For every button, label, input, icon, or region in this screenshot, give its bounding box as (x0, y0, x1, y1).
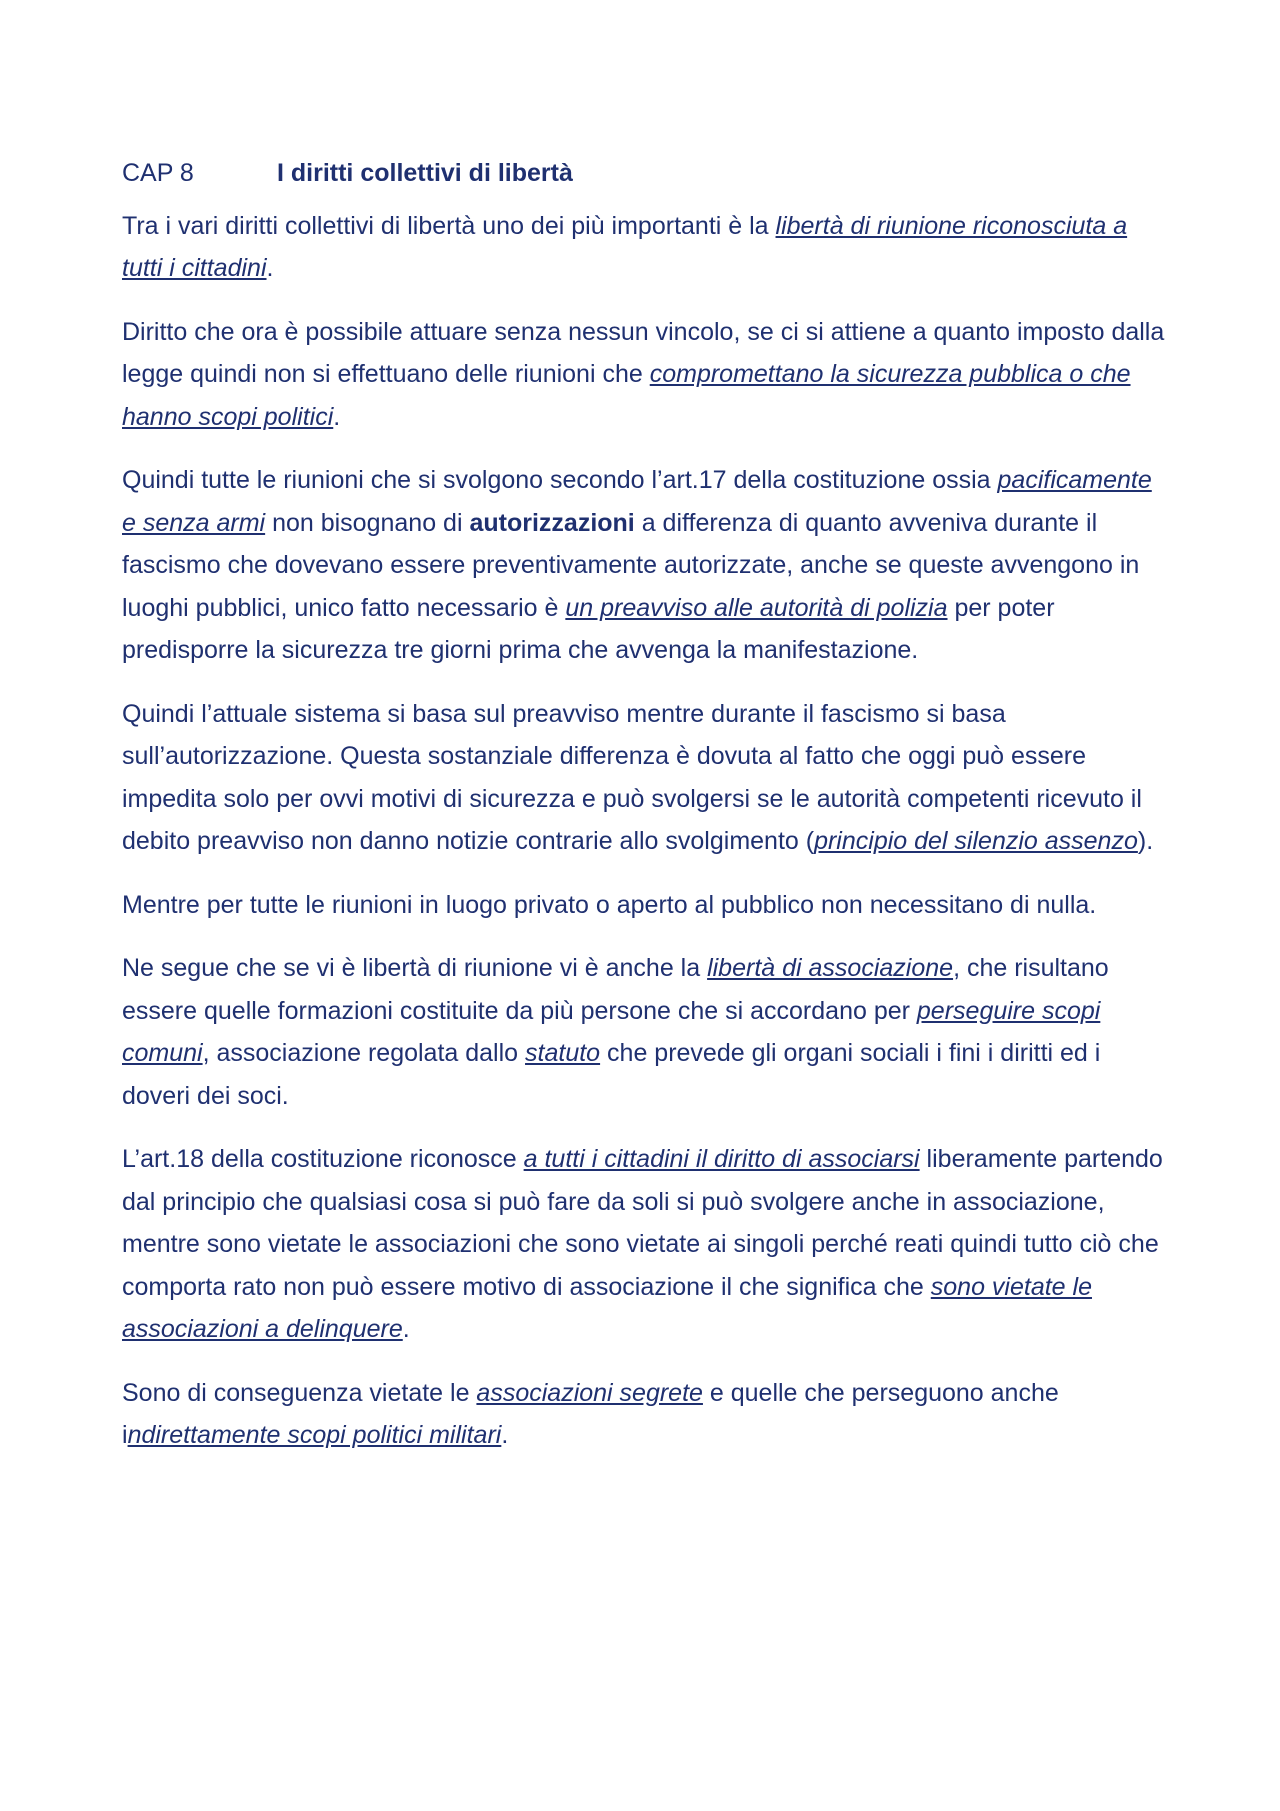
text-run: . (402, 1315, 410, 1343)
paragraph (122, 1138, 1172, 1351)
paragraph (122, 693, 1172, 863)
text-run: Diritto che ora è possibile attuare senza nessun vincolo, se ci si attiene a quanto imposto dalla legge quindi non si effettuano delle riunioni che (122, 317, 1165, 388)
emphasized-phrase: libertà di riunione riconosciuta a tutti i cittadini (122, 211, 1128, 282)
text-run: Ne segue che se vi è libertà di riunione vi è anche la (122, 954, 708, 982)
paragraph (122, 459, 1172, 672)
emphasized-phrase: perseguire scopi comuni (122, 996, 1101, 1067)
chapter-heading (122, 152, 1172, 195)
emphasized-phrase: associazioni segrete (476, 1378, 703, 1407)
text-run: e quelle che perseguono anche i (122, 1378, 1059, 1449)
body-text (122, 205, 1172, 1457)
text-run: L’art.18 della costituzione riconosce (122, 1145, 524, 1173)
text-run: ). (1137, 827, 1154, 855)
text-run: liberamente partendo dal principio che qualsiasi cosa si può fare da soli si può svolgere anche in associazione, mentre sono vietate le associazioni che sono vietate ai singoli perché reati quindi tutto ciò che comporta rato non può essere motivo di associazione il che significa che (122, 1145, 1163, 1301)
text-run: Tra i vari diritti collettivi di libertà uno dei più importanti è la (122, 211, 776, 240)
paragraph (122, 1372, 1172, 1457)
emphasized-phrase: ndirettamente scopi politici militari (127, 1421, 502, 1449)
bold-term: autorizzazioni (469, 508, 635, 537)
emphasized-phrase: un preavviso alle autorità di polizia (565, 593, 948, 622)
emphasized-phrase: libertà di associazione (707, 954, 954, 982)
emphasized-phrase: a tutti i cittadini il diritto di associarsi (523, 1145, 920, 1173)
document-page (122, 152, 1172, 1478)
text-run: , che risultano essere quelle formazioni costituite da più persone che si accordano per (122, 954, 1109, 1025)
chapter-title: I diritti collettivi di libertà (277, 159, 573, 187)
paragraph (122, 884, 1172, 927)
paragraph (122, 205, 1172, 290)
text-run: Quindi tutte le riunioni che si svolgono secondo l’art.17 della costituzione ossia (122, 466, 998, 494)
text-run: Sono di conseguenza vietate le (122, 1378, 477, 1407)
emphasized-phrase: statuto (525, 1039, 601, 1067)
paragraph (122, 947, 1172, 1117)
emphasized-phrase: compromettano la sicurezza pubblica o che hanno scopi politici (122, 360, 1131, 431)
text-run: Quindi l’attuale sistema si basa sul preavviso mentre durante il fascismo si basa sull’autorizzazione. Questa sostanziale differenza è dovuta al fatto che oggi può essere impedita solo per ovvi motivi di sicurezza e può svolgersi se le autorità competenti ricevuto il debito preavviso non danno notizie contrarie allo svolgimento ( (122, 699, 1142, 855)
text-run: , associazione regolata dallo (202, 1039, 526, 1067)
text-run: per poter predisporre la sicurezza tre giorni prima che avvenga la manifestazione. (122, 593, 1055, 664)
emphasized-phrase: sono vietate le associazioni a delinquere (122, 1272, 1092, 1343)
emphasized-phrase: pacificamente e senza armi (122, 466, 1152, 537)
text-run: . (266, 254, 274, 282)
text-run: a differenza di quanto avveniva durante il fascismo che dovevano essere preventivamente autorizzate, anche se queste avvengono in luoghi pubblici, unico fatto necessario è (122, 508, 1140, 622)
text-run: Mentre per tutte le riunioni in luogo privato o aperto al pubblico non necessitano di nulla. (122, 890, 1097, 919)
text-run: non bisognano di (265, 508, 470, 537)
paragraph (122, 311, 1172, 439)
chapter-number: CAP 8 (122, 159, 194, 187)
text-run: che prevede gli organi sociali i fini i diritti ed i doveri dei soci. (122, 1039, 1101, 1110)
text-run: . (333, 402, 341, 431)
text-run: . (501, 1421, 509, 1449)
emphasized-phrase: principio del silenzio assenzo (814, 827, 1138, 855)
